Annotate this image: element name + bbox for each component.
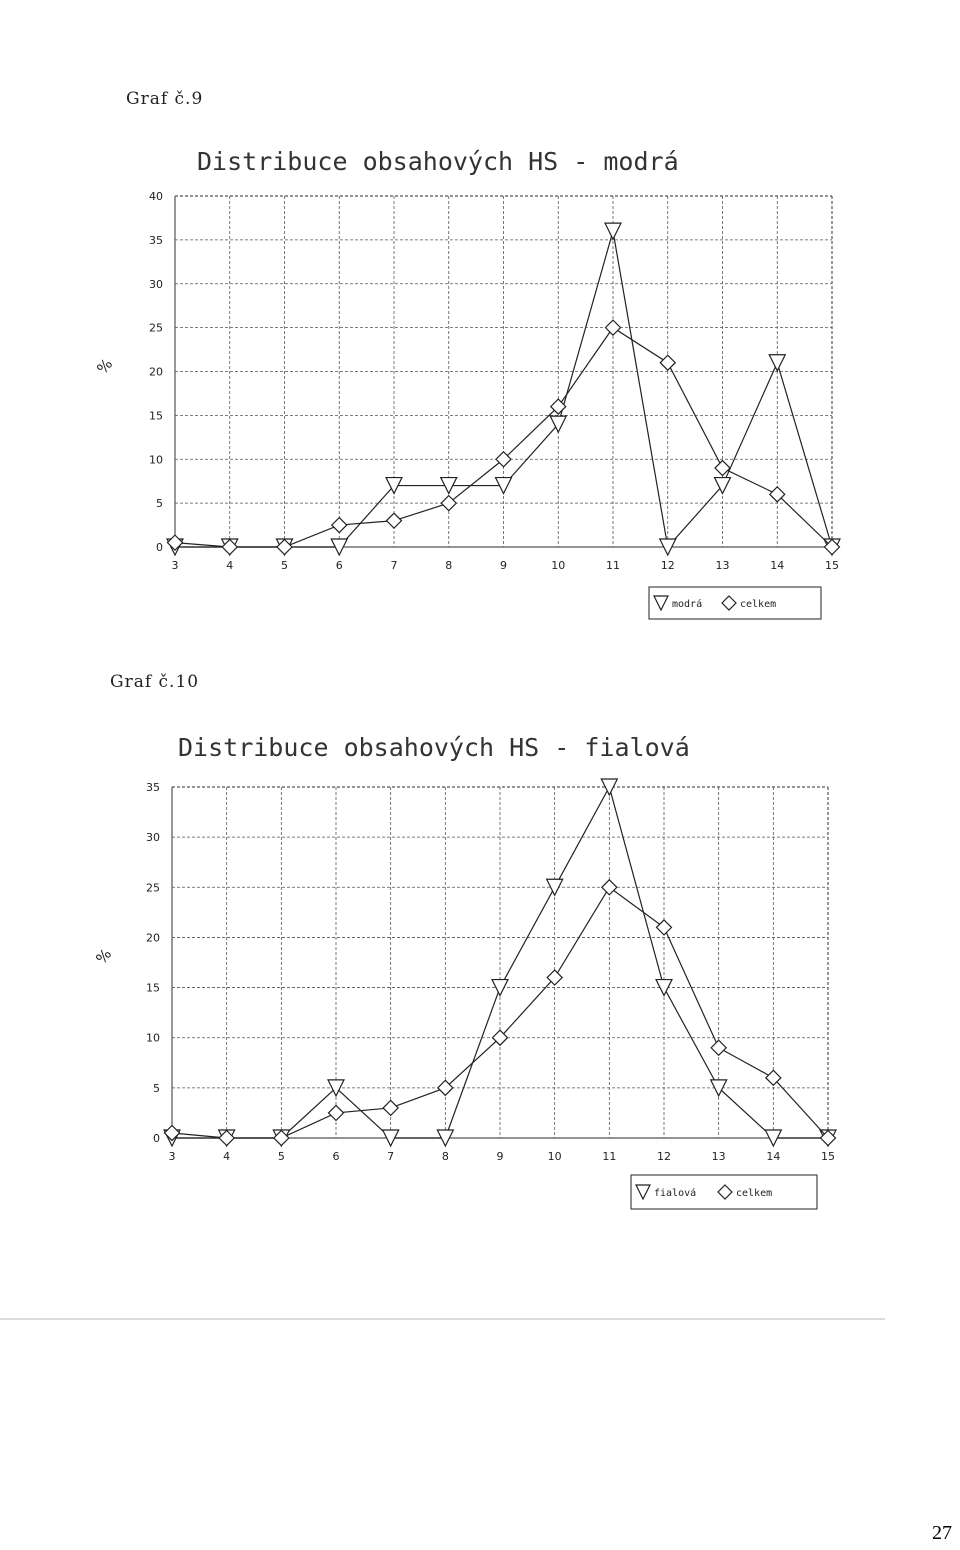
x-tick-label: 10 <box>547 1150 562 1163</box>
diamond-marker <box>168 535 183 550</box>
x-tick-label: 4 <box>226 559 234 572</box>
diamond-marker <box>602 880 617 895</box>
y-tick-label: 25 <box>149 321 163 335</box>
y-tick-label: 10 <box>149 453 163 467</box>
x-tick-label: 8 <box>441 1150 449 1163</box>
x-tick-label: 3 <box>168 1150 176 1163</box>
y-tick-label: 35 <box>146 781 160 794</box>
x-tick-label: 9 <box>500 559 507 572</box>
x-tick-label: 15 <box>821 1150 835 1163</box>
y-tick-label: 40 <box>149 190 163 203</box>
legend-label: modrá <box>672 599 703 610</box>
y-tick-label: 20 <box>149 365 163 379</box>
diamond-marker <box>329 1105 344 1120</box>
diamond-marker <box>441 496 456 511</box>
legend <box>649 587 821 619</box>
y-axis-label: % <box>92 945 116 968</box>
y-tick-label: 30 <box>149 277 163 291</box>
y-tick-label: 25 <box>146 881 160 895</box>
legend <box>631 1175 817 1209</box>
x-tick-label: 12 <box>660 559 675 572</box>
y-tick-label: 5 <box>153 1081 160 1095</box>
diamond-marker <box>606 320 621 335</box>
chart-title: Distribuce obsahových HS - modrá <box>197 147 679 176</box>
y-tick-label: 5 <box>156 497 163 511</box>
graf-10-label: Graf č.10 <box>110 672 200 692</box>
diamond-marker <box>332 518 347 533</box>
legend-label: celkem <box>736 1188 773 1199</box>
y-tick-label: 15 <box>149 409 163 423</box>
triangle-marker <box>605 223 621 239</box>
x-tick-label: 4 <box>223 1150 231 1163</box>
x-tick-label: 7 <box>387 1150 395 1163</box>
diamond-marker <box>387 513 402 528</box>
y-axis-label: % <box>93 355 117 378</box>
diamond-marker <box>711 1040 726 1055</box>
y-tick-label: 0 <box>153 1132 160 1145</box>
y-tick-label: 0 <box>156 541 163 554</box>
x-tick-label: 12 <box>657 1150 671 1163</box>
diamond-marker <box>660 355 675 370</box>
x-tick-label: 3 <box>171 559 179 572</box>
x-tick-label: 15 <box>825 559 839 572</box>
x-tick-label: 11 <box>606 559 620 572</box>
legend-label: fialová <box>654 1188 697 1199</box>
diamond-marker <box>657 920 672 935</box>
chart-title: Distribuce obsahových HS - fialová <box>178 733 690 762</box>
x-tick-label: 5 <box>277 1150 285 1163</box>
chart-graf-9 <box>0 0 960 650</box>
x-tick-label: 7 <box>390 559 398 572</box>
triangle-marker <box>769 355 785 371</box>
diamond-marker <box>383 1100 398 1115</box>
page-bottom-rule <box>0 1318 885 1320</box>
x-tick-label: 13 <box>711 1150 726 1163</box>
legend-label: celkem <box>740 599 777 610</box>
x-tick-label: 6 <box>332 1150 340 1163</box>
chart-graf-10 <box>0 680 960 1280</box>
y-tick-label: 30 <box>146 831 160 845</box>
x-tick-label: 14 <box>770 559 785 572</box>
x-tick-label: 10 <box>551 559 566 572</box>
x-tick-label: 13 <box>715 559 730 572</box>
page-number: 27 <box>932 1522 952 1544</box>
x-tick-label: 14 <box>766 1150 781 1163</box>
graf-9-label: Graf č.9 <box>126 89 204 109</box>
x-tick-label: 11 <box>602 1150 617 1163</box>
x-tick-label: 8 <box>445 559 453 572</box>
x-tick-label: 9 <box>496 1150 504 1163</box>
y-tick-label: 20 <box>146 931 160 945</box>
y-tick-label: 15 <box>146 981 160 995</box>
x-tick-label: 6 <box>335 559 343 572</box>
x-tick-label: 5 <box>281 559 288 572</box>
y-tick-label: 10 <box>146 1031 160 1045</box>
y-tick-label: 35 <box>149 233 163 247</box>
